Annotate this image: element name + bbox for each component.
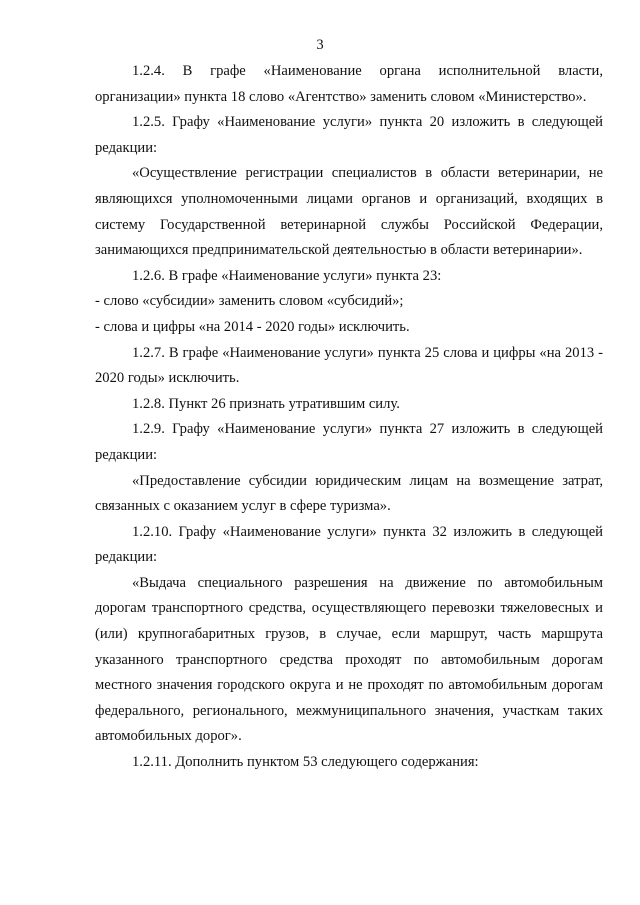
quote-veterinary-registration: «Осуществление регистрации специалистов в области ветеринарии, не являющихся уполномоченными лицами органов и организаций, входящих в систему Государственной ветеринарной службы Российской Федерации, занимающихся предпринимательской деятельностью в области ветеринарии». [95, 165, 603, 259]
document-body [95, 59, 603, 776]
paragraph-1-2-5: 1.2.5. Графу «Наименование услуги» пункта 20 изложить в следующей редакции: [95, 114, 603, 156]
quote-tourism-subsidy: «Предоставление субсидии юридическим лицам на возмещение затрат, связанных с оказанием услуг в сфере туризма». [95, 472, 603, 515]
page-number: 3 [316, 37, 324, 53]
paragraph-1-2-7: 1.2.7. В графе «Наименование услуги» пункта 25 слова и цифры «на 2013 - 2020 годы» исключить. [95, 344, 603, 387]
paragraph-1-2-8: 1.2.8. Пункт 26 признать утратившим силу. [132, 395, 400, 412]
paragraph-1-2-10: 1.2.10. Графу «Наименование услуги» пункта 32 изложить в следующей редакции: [95, 523, 603, 566]
paragraph-1-2-4: 1.2.4. В графе «Наименование органа исполнительной власти, организации» пункта 18 слово «Агентство» заменить словом «Министерство». [95, 63, 603, 105]
list-item-exclude-years: - слова и цифры «на 2014 - 2020 годы» исключить. [95, 318, 410, 335]
paragraph-1-2-11: 1.2.11. Дополнить пунктом 53 следующего содержания: [132, 754, 479, 771]
paragraph-1-2-6: 1.2.6. В графе «Наименование услуги» пункта 23: [132, 267, 442, 284]
paragraph-1-2-9: 1.2.9. Графу «Наименование услуги» пункта 27 изложить в следующей редакции: [95, 421, 603, 463]
quote-special-permit: «Выдача специального разрешения на движение по автомобильным дорогам транспортного средства, осуществляющего перевозки тяжеловесных и (или) крупногабаритных грузов, в случае, если маршрут, часть маршрута указанного транспортного средства проходят по автомобильным дорогам местного значения городского округа и не проходят по автомобильным дорогам федерального, регионального, межмуниципального значения, участкам таких автомобильных дорог». [95, 574, 603, 745]
list-item-subsidy-word: - слово «субсидии» заменить словом «субсидий»; [95, 293, 404, 310]
